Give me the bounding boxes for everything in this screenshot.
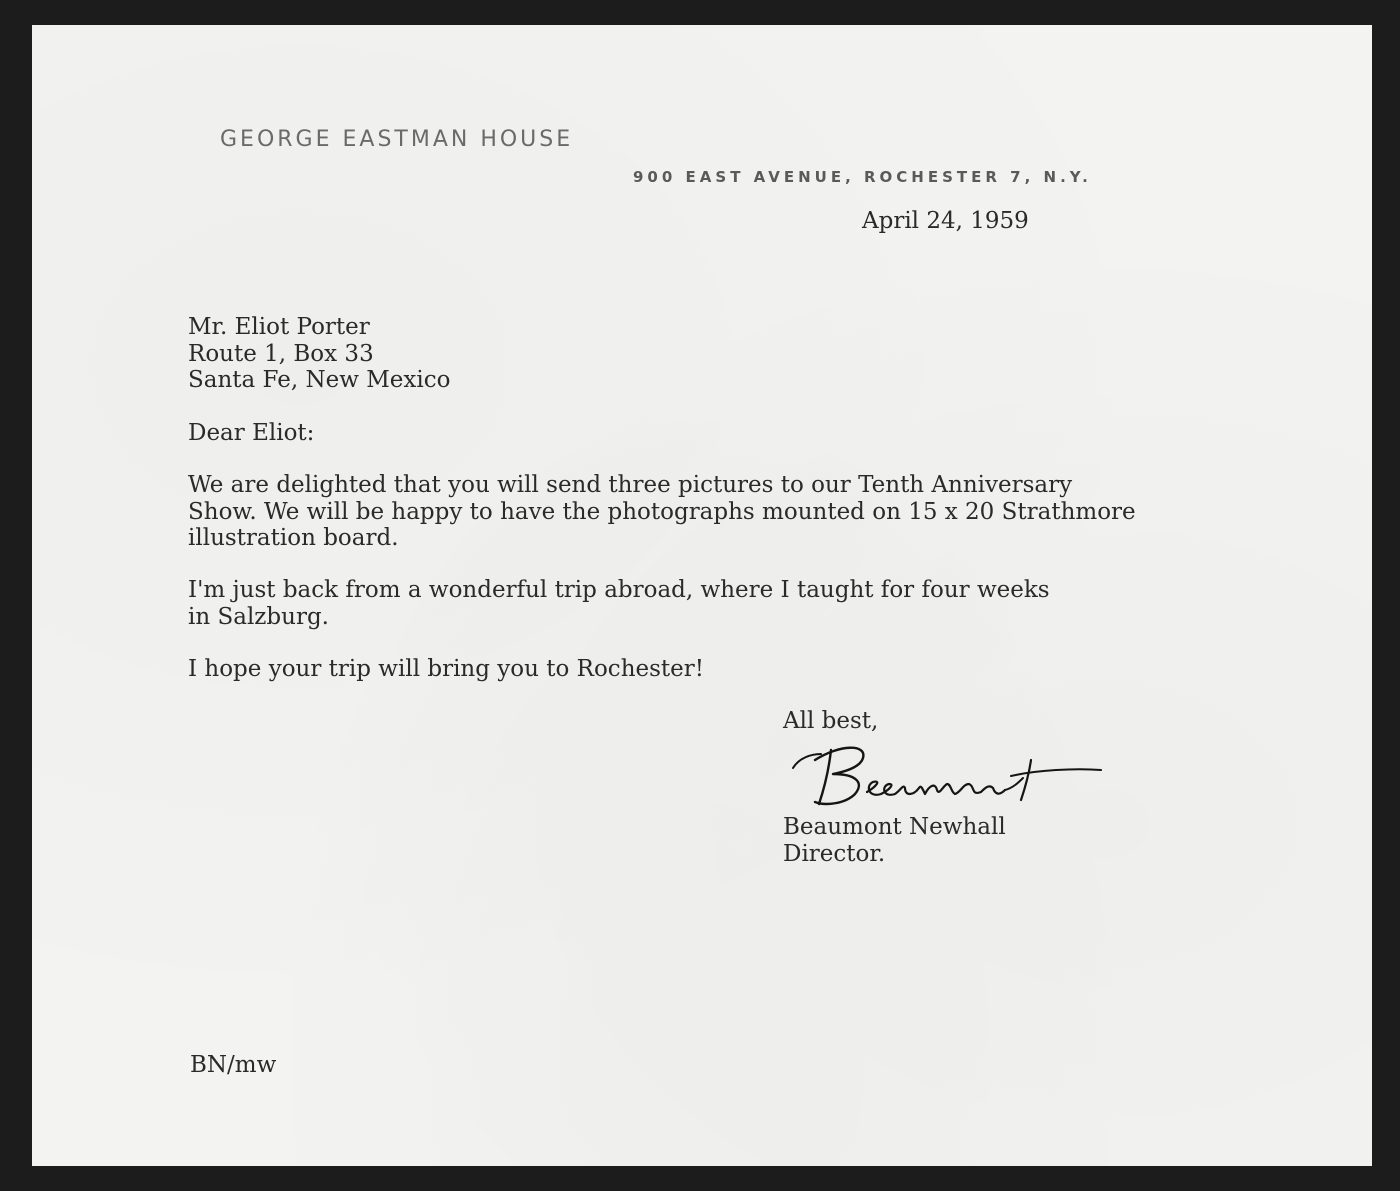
body-line: We are delighted that you will send three pictures to our Tenth Anniversary [188,472,1073,498]
body-paragraph-2 [188,577,1050,630]
letterhead-address: 900 EAST AVENUE, ROCHESTER 7, N.Y. [633,168,1092,186]
body-line: I'm just back from a wonderful trip abroad, where I taught for four weeks [188,577,1050,603]
signer-block [783,814,1006,867]
body-paragraph-1 [188,472,1136,552]
body-line: illustration board. [188,525,399,551]
body-line: I hope your trip will bring you to Rochester! [188,656,705,682]
signer-title: Director. [783,840,886,867]
signer-name: Beaumont Newhall [783,814,1006,840]
letterhead-name: GEORGE EASTMAN HOUSE [220,127,574,152]
reference-initials: BN/mw [190,1052,277,1078]
handwritten-signature [785,738,1105,818]
recipient-address-block [188,314,450,394]
body-paragraph-3 [188,656,704,683]
closing: All best, [783,708,879,734]
recipient-name: Mr. Eliot Porter [188,314,370,340]
recipient-street: Route 1, Box 33 [188,340,374,367]
body-line: Show. We will be happy to have the photographs mounted on 15 x 20 Strathmore [188,498,1136,525]
recipient-city: Santa Fe, New Mexico [188,367,451,393]
body-line: in Salzburg. [188,603,329,630]
salutation: Dear Eliot: [188,420,315,446]
letter-date: April 24, 1959 [862,208,1029,234]
